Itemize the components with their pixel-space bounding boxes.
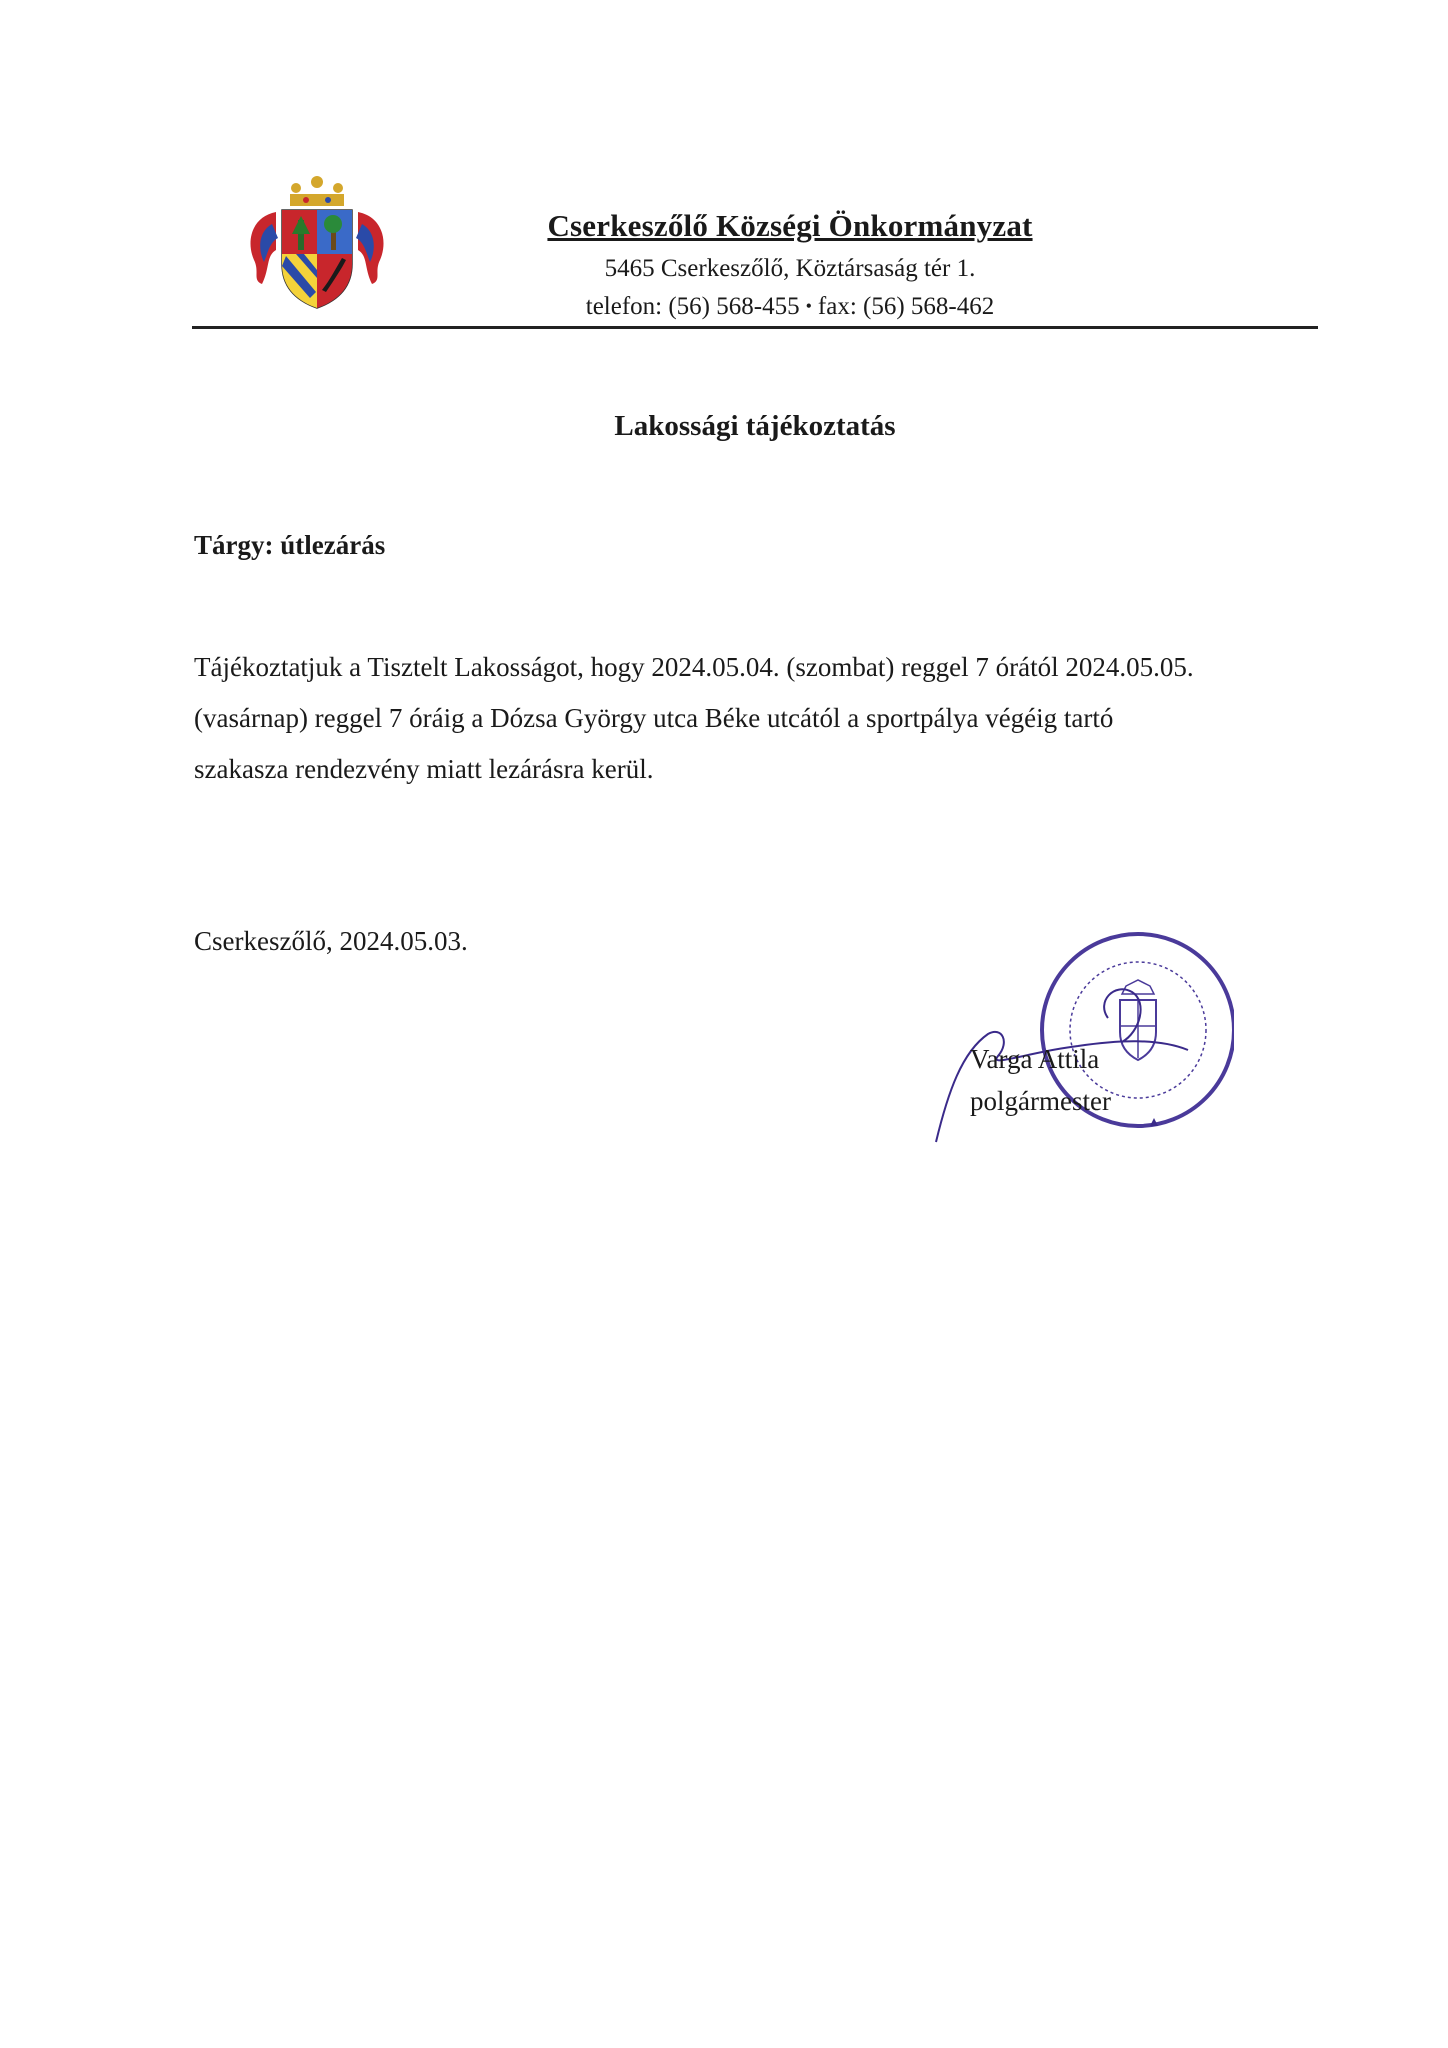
phone-number: telefon: (56) 568-455 <box>585 293 800 320</box>
contact-separator: • <box>805 296 812 316</box>
body-line: Tájékoztatjuk a Tisztelt Lakosságot, hogy 2024.05.04. (szombat) reggel 7 órától 2024.05.05. <box>194 652 1194 682</box>
document-subject: Tárgy: útlezárás <box>194 530 386 560</box>
body-line: szakasza rendezvény miatt lezárásra kerül. <box>194 754 654 784</box>
place-and-date: Cserkeszőlő, 2024.05.03. <box>194 926 468 956</box>
signer-name: Varga Attila <box>970 1044 1100 1074</box>
document-title: Lakossági tájékoztatás <box>614 410 896 442</box>
organization-name: Cserkeszőlő Községi Önkormányzat <box>547 208 1033 243</box>
document-body <box>194 642 1334 795</box>
body-line: (vasárnap) reggel 7 óráig a Dózsa György utca Béke utcától a sportpálya végéig tartó <box>194 703 1114 733</box>
signer-title: polgármester <box>970 1086 1111 1116</box>
organization-contact <box>510 289 1070 324</box>
header-divider <box>192 326 1318 329</box>
fax-number: fax: (56) 568-462 <box>817 293 995 320</box>
coat-of-arms-icon <box>246 172 388 310</box>
organization-address: 5465 Cserkeszőlő, Köztársaság tér 1. <box>604 255 976 282</box>
